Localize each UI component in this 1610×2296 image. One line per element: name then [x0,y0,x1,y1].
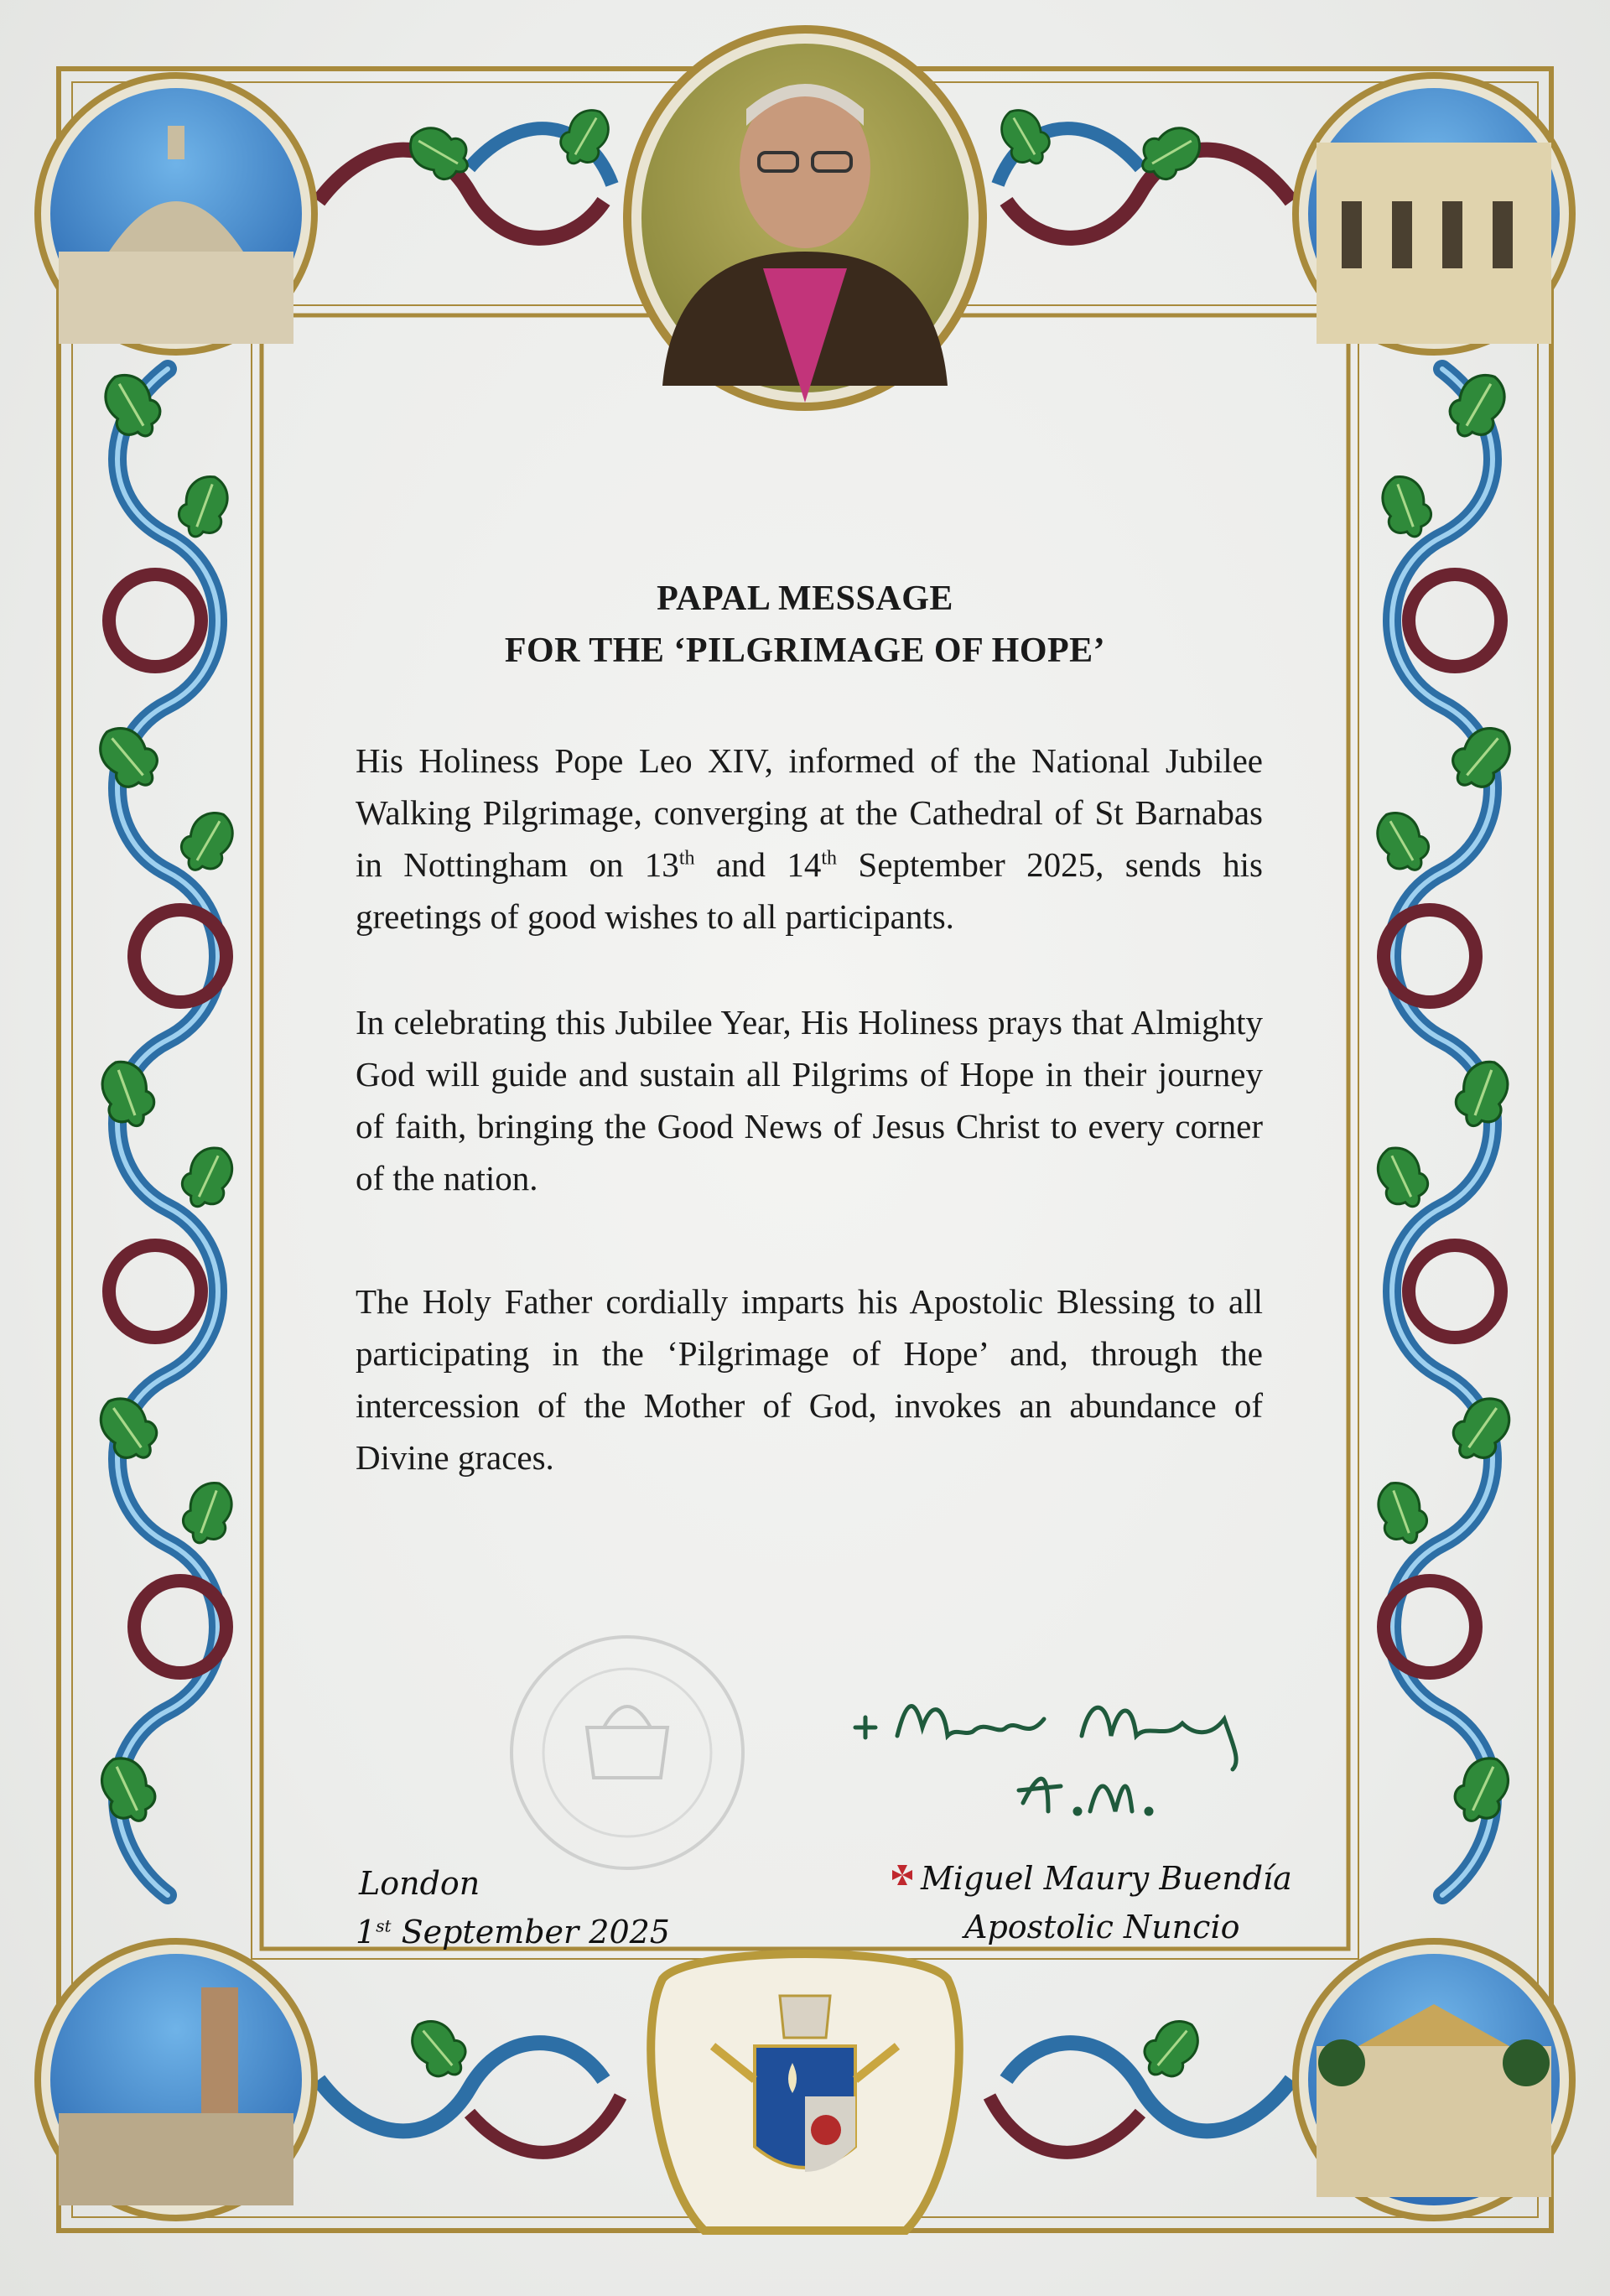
paragraph-greeting-text-c: September 2025, sends his greetings of good wishes to all participants. [356,845,1263,936]
paragraph-prayer: In celebrating this Jubilee Year, His Holiness prays that Almighty God will guide and sustain all Pilgrims of Hope in their journey of faith, bringing the Good News of Jesus Christ to every corner of the nation. [356,1003,1263,1197]
date-rest: September 2025 [391,1914,670,1951]
embossed-seal [512,1637,743,1868]
paragraph-greeting-text-b: and 14 [694,845,822,884]
place-label: London [359,1865,480,1902]
ordinal-suffix: th [821,847,838,870]
portrait-medallion [627,29,983,407]
title-line-1: PAPAL MESSAGE [657,579,953,618]
date-label [356,1914,670,1951]
paragraph-greeting-text-a: His Holiness Pope Leo XIV, informed of the National Jubilee Walking Pilgrimage, converging at the Cathedral of St Barnabas in Nottingham on 13 [356,741,1263,884]
signatory-title: Apostolic Nuncio [964,1909,1240,1945]
maltese-cross-icon [892,1865,912,1885]
date-ordinal: st [376,1915,392,1936]
roundel-lateran [1296,75,1572,352]
title-line-2: FOR THE ‘PILGRIMAGE OF HOPE’ [504,631,1106,670]
roundel-st-paul-outside-walls [1296,1941,1572,2218]
handwritten-signature [855,1706,1236,1814]
roundel-santa-maria-maggiore [38,1941,314,2218]
date-day: 1 [356,1914,377,1951]
paragraph-blessing: The Holy Father cordially imparts his Apostolic Blessing to all participating in the ‘Pilgrimage of Hope’ and, through the intercession of the Mother of God, invokes an abundance of Divine graces. [356,1282,1263,1477]
paragraph-greeting [356,735,1263,943]
ordinal-suffix: th [678,847,695,870]
signatory-name: Miguel Maury Buendía [921,1860,1292,1897]
coat-of-arms [651,1954,959,2231]
roundel-st-peters [38,75,314,352]
